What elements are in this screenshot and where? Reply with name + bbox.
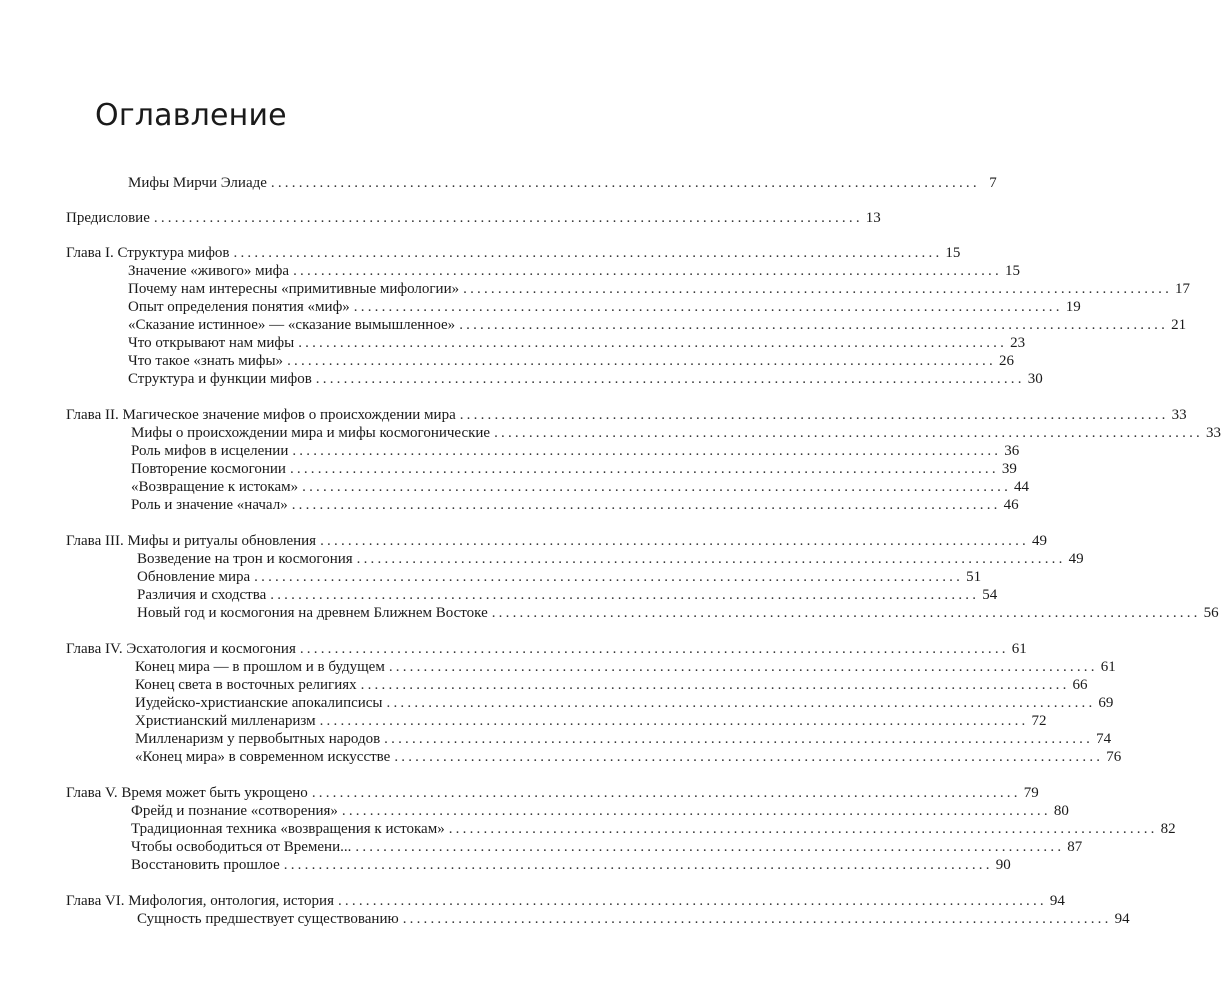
leader-dots: ...................................................................................................... [270, 175, 980, 191]
toc-entry[interactable] [135, 694, 1114, 712]
leader-dots: ...................................................................................................... [283, 857, 993, 873]
toc-entry[interactable] [128, 262, 1020, 280]
toc-entry-page: 13 [865, 210, 881, 226]
toc-entry[interactable] [128, 334, 1026, 352]
toc-entry-page: 80 [1053, 803, 1069, 819]
toc-entry-page: 51 [966, 569, 982, 585]
leader-dots: ...................................................................................................... [384, 731, 1094, 747]
toc-entry[interactable] [137, 568, 982, 586]
leader-dots: ...................................................................................................... [356, 551, 1066, 567]
toc-entry-title: Что открывают нам мифы [128, 335, 295, 351]
leader-dots: ...................................................................................................... [289, 461, 999, 477]
toc-entry-title: «Возвращение к истокам» [131, 479, 299, 495]
toc-entry-page: 26 [998, 353, 1014, 369]
toc-entry-page: 82 [1160, 821, 1176, 837]
toc-entry-page: 66 [1072, 677, 1088, 693]
leader-dots: ...................................................................................................... [293, 263, 1002, 279]
toc-entry-page: 49 [1032, 533, 1047, 549]
leader-dots: ...................................................................................................... [394, 749, 1104, 765]
toc-entry-page: 19 [1065, 299, 1081, 315]
leader-dots: ...................................................................................................... [311, 785, 1021, 801]
toc-entry-page: 90 [995, 857, 1011, 873]
page-title: Оглавление [95, 98, 287, 133]
toc-entry-page: 33 [1171, 407, 1187, 423]
toc-chapter[interactable] [66, 406, 1187, 424]
toc-entry-page: 49 [1068, 551, 1084, 567]
leader-dots: ...................................................................................................... [459, 407, 1169, 423]
toc-entry[interactable] [128, 352, 1014, 370]
toc-entry-title: Роль и значение «начал» [131, 497, 288, 513]
toc-entry[interactable] [135, 730, 1112, 748]
toc-entry-page: 39 [1001, 461, 1017, 477]
leader-dots: ...................................................................................................... [337, 893, 1047, 909]
toc-entry-title: Восстановить прошлое [131, 857, 280, 873]
toc-entry[interactable] [135, 676, 1088, 694]
toc-entry-title: Структура и функции мифов [128, 371, 312, 387]
toc-entry[interactable] [131, 478, 1030, 496]
toc-entry-title: Глава IV. Эсхатология и космогония [66, 641, 296, 657]
toc-entry-title: Возведение на трон и космогония [137, 551, 353, 567]
leader-dots: ...................................................................................................... [299, 641, 1009, 657]
toc-entry-page: 79 [1023, 785, 1039, 801]
leader-dots: ...................................................................................................... [292, 443, 1002, 459]
toc-entry-title: Опыт определения понятия «миф» [128, 299, 350, 315]
toc-entry-title: «Сказание истинное» — «сказание вымышленное» [128, 317, 456, 333]
toc-entry[interactable] [131, 460, 1017, 478]
toc-entry[interactable] [137, 586, 998, 604]
toc-entry-title: Фрейд и познание «сотворения» [131, 803, 338, 819]
toc-entry[interactable] [135, 658, 1116, 676]
toc-entry-title: Глава V. Время может быть укрощено [66, 785, 308, 801]
leader-dots: ...................................................................................................... [287, 353, 996, 369]
leader-dots: ...................................................................................................... [360, 677, 1070, 693]
leader-dots: ...................................................................................................... [302, 479, 1012, 495]
toc-entry-page: 23 [1010, 335, 1026, 351]
leader-dots: ...................................................................................................... [254, 569, 964, 585]
leader-dots: ...................................................................................................... [319, 713, 1029, 729]
toc-entry-title: Различия и сходства [137, 587, 267, 603]
leader-dots: ...................................................................................................... [355, 839, 1065, 855]
toc-entry[interactable] [135, 748, 1122, 766]
leader-dots: ...................................................................................................... [353, 299, 1063, 315]
toc-entry-title: Глава VI. Мифология, онтология, история [66, 893, 334, 909]
toc-entry[interactable] [131, 838, 1083, 856]
toc-entry[interactable] [137, 910, 1130, 928]
toc-chapter[interactable] [66, 640, 1027, 658]
toc-entry-page: 61 [1011, 641, 1027, 657]
leader-dots: ...................................................................................................... [388, 659, 1098, 675]
toc-entry-title: «Конец мира» в современном искусстве [135, 749, 391, 765]
toc-entry[interactable] [128, 298, 1081, 316]
toc-entry-page: 21 [1171, 317, 1187, 333]
toc-entry-page: 56 [1203, 605, 1219, 621]
toc-entry[interactable] [131, 424, 1221, 442]
toc-entry-page: 33 [1205, 425, 1221, 441]
toc-entry-title: Что такое «знать мифы» [128, 353, 284, 369]
toc-entry-title: Почему нам интересны «примитивные мифологии» [128, 281, 460, 297]
toc-entry[interactable] [131, 442, 1020, 460]
toc-entry-page: 44 [1014, 479, 1030, 495]
toc-entry-title: Мифы о происхождении мира и мифы космогонические [131, 425, 491, 441]
toc-entry-page: 17 [1175, 281, 1191, 297]
toc-entry[interactable] [137, 604, 1219, 622]
toc-chapter[interactable] [66, 532, 1047, 550]
toc-entry-title: Предисловие [66, 210, 150, 226]
toc-entry-page: 15 [945, 245, 961, 261]
toc-entry-title: Мифы Мирчи Элиаде [128, 175, 267, 191]
toc-entry-page: 94 [1114, 911, 1130, 927]
toc-entry[interactable] [131, 820, 1176, 838]
toc-entry-page: 72 [1031, 713, 1047, 729]
toc-entry-page: 36 [1004, 443, 1020, 459]
toc-chapter[interactable] [66, 784, 1039, 802]
leader-dots: ...................................................................................................... [341, 803, 1051, 819]
toc-entry-page: 87 [1067, 839, 1083, 855]
toc-entry-title: Христианский милленаризм [135, 713, 316, 729]
toc-entry-page: 74 [1096, 731, 1112, 747]
toc-entry[interactable] [128, 280, 1191, 298]
toc-entry-page: 61 [1100, 659, 1116, 675]
leader-dots: ...................................................................................................... [315, 371, 1025, 387]
toc-entry-title: Сущность предшествует существованию [137, 911, 399, 927]
toc-entry[interactable] [128, 316, 1187, 334]
toc-entry-title: Конец мира — в прошлом и в будущем [135, 659, 385, 675]
toc-entry-title: Милленаризм у первобытных народов [135, 731, 381, 747]
toc-entry[interactable] [131, 856, 1011, 874]
leader-dots: ...................................................................................................... [298, 335, 1008, 351]
toc-entry[interactable] [66, 209, 881, 227]
toc-entry-page: 7 [989, 175, 997, 191]
toc-entry-page: 69 [1098, 695, 1114, 711]
leader-dots: ...................................................................................................... [491, 605, 1201, 621]
toc-entry-page: 76 [1106, 749, 1122, 765]
toc-entry-page: 46 [1003, 497, 1019, 513]
toc-entry-title: Чтобы освободиться от Времени... [131, 839, 352, 855]
leader-dots: ...................................................................................................... [320, 533, 1029, 549]
toc-chapter[interactable] [66, 244, 961, 262]
toc-entry-title: Иудейско-христианские апокалипсисы [135, 695, 383, 711]
leader-dots: ...................................................................................................... [153, 210, 863, 226]
leader-dots: ...................................................................................................... [459, 317, 1169, 333]
toc-entry-title: Глава I. Структура мифов [66, 245, 230, 261]
toc-entry-title: Глава II. Магическое значение мифов о происхождении мира [66, 407, 456, 423]
toc-entry[interactable] [131, 802, 1069, 820]
toc-entry[interactable] [131, 496, 1019, 514]
toc-entry-title: Новый год и космогония на древнем Ближнем Востоке [137, 605, 488, 621]
leader-dots: ...................................................................................................... [448, 821, 1158, 837]
toc-entry-page: 94 [1049, 893, 1065, 909]
toc-entry-title: Повторение космогонии [131, 461, 286, 477]
toc-entry-page: 15 [1004, 263, 1020, 279]
toc-entry-page: 54 [982, 587, 998, 603]
toc-entry[interactable] [128, 174, 997, 192]
toc-entry-page: 30 [1027, 371, 1043, 387]
toc-entry[interactable] [137, 550, 1084, 568]
leader-dots: ...................................................................................................... [233, 245, 943, 261]
toc-entry-title: Традиционная техника «возвращения к истокам» [131, 821, 445, 837]
leader-dots: ...................................................................................................... [386, 695, 1096, 711]
toc-entry-title: Значение «живого» мифа [128, 263, 290, 279]
leader-dots: ...................................................................................................... [270, 587, 980, 603]
leader-dots: ...................................................................................................... [463, 281, 1173, 297]
toc-entry[interactable] [128, 370, 1043, 388]
toc-entry-title: Глава III. Мифы и ритуалы обновления [66, 533, 317, 549]
leader-dots: ...................................................................................................... [402, 911, 1112, 927]
leader-dots: ...................................................................................................... [291, 497, 1001, 513]
toc-entry-title: Обновление мира [137, 569, 251, 585]
toc-entry[interactable] [135, 712, 1047, 730]
toc-entry-title: Конец света в восточных религиях [135, 677, 357, 693]
toc-entry-title: Роль мифов в исцелении [131, 443, 289, 459]
leader-dots: ...................................................................................................... [494, 425, 1203, 441]
toc-chapter[interactable] [66, 892, 1065, 910]
